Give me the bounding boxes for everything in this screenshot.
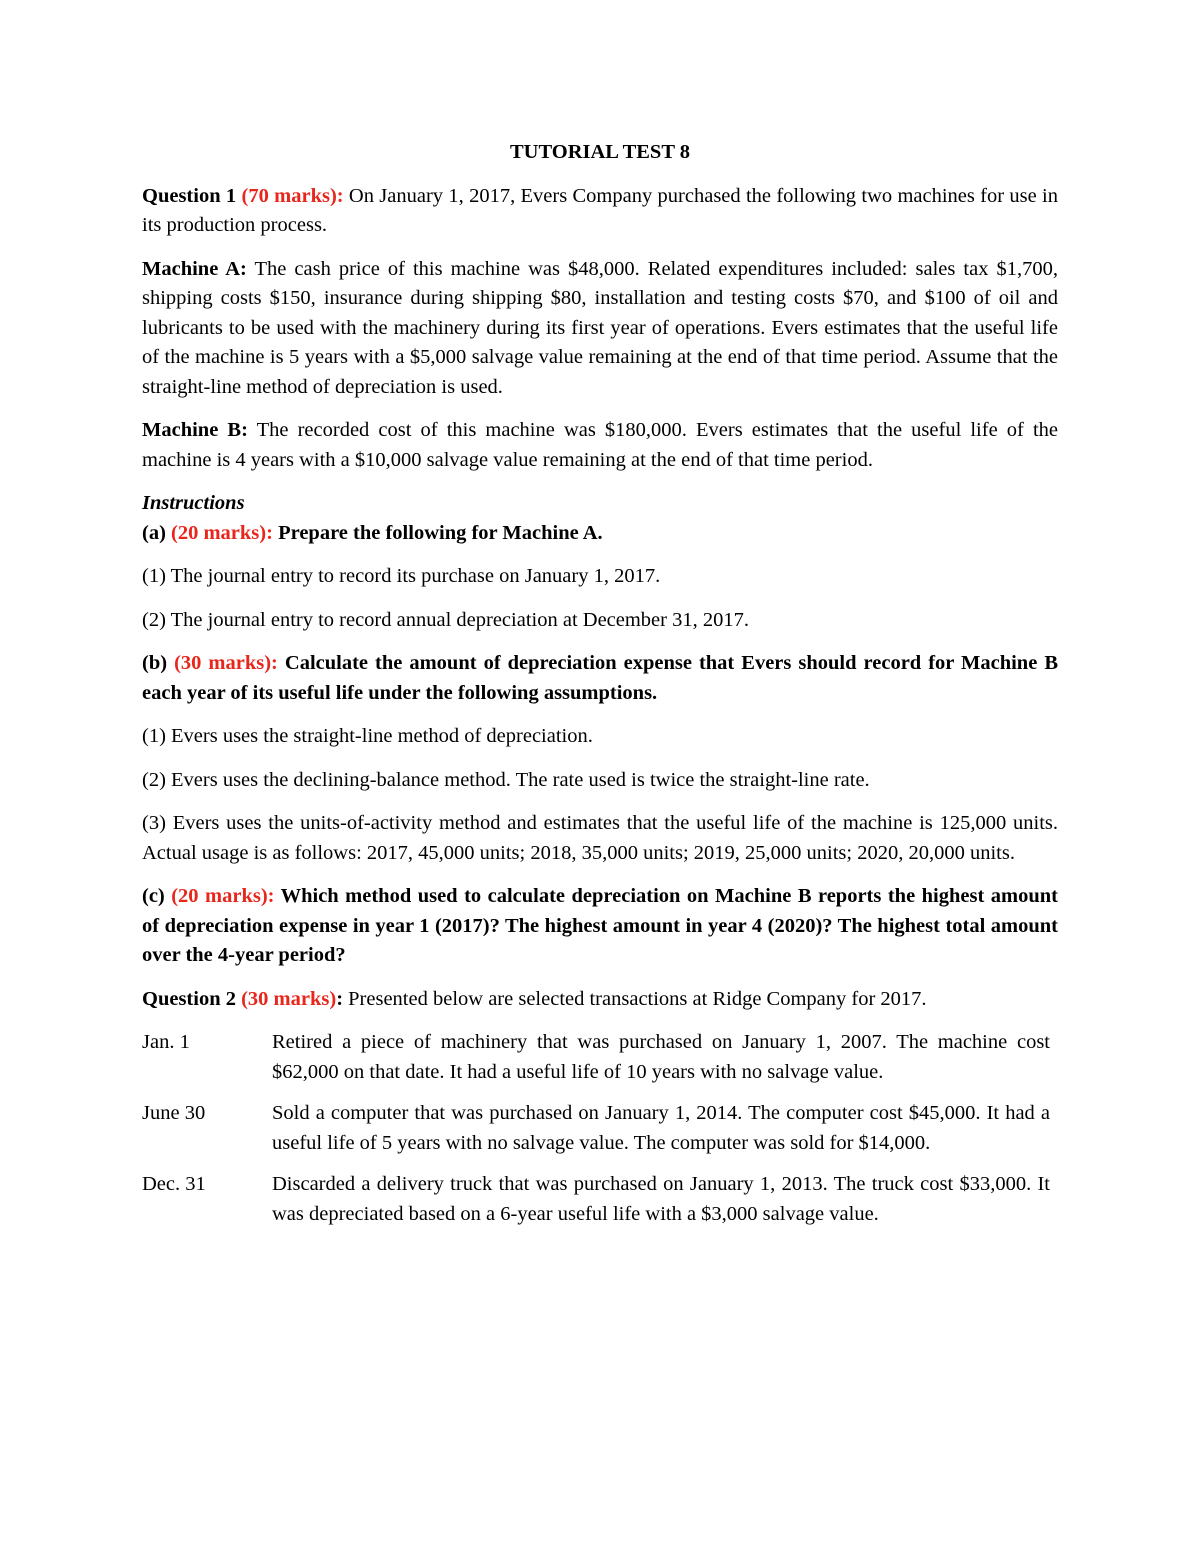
machine-a-label: Machine A: — [142, 257, 247, 280]
transaction-date: Dec. 31 — [142, 1173, 206, 1195]
part-a-text: Prepare the following for Machine A. — [272, 521, 603, 544]
transaction-date: Jan. 1 — [142, 1031, 190, 1053]
part-b-heading — [142, 649, 1058, 708]
document-page — [142, 138, 1058, 1241]
question-2-label: Question 2 — [142, 987, 236, 1010]
transaction-row — [142, 1028, 1058, 1087]
transaction-date: June 30 — [142, 1102, 206, 1124]
document-title: TUTORIAL TEST 8 — [509, 141, 691, 163]
transaction-row — [142, 1099, 1058, 1158]
question-1-intro — [142, 182, 1058, 241]
part-a-item: (2) The journal entry to record annual depreciation at December 31, 2017. — [142, 608, 749, 631]
part-b-text: Calculate the amount of depreciation expense that Evers should record for Machine B each year of its useful life under the following assumptions. — [142, 652, 1058, 704]
part-b-label: (b) — [142, 652, 175, 674]
machine-b-paragraph — [142, 416, 1058, 475]
instructions-heading: Instructions — [142, 492, 245, 514]
part-a-marks: (20 marks): — [171, 521, 273, 544]
part-c-marks: (20 marks): — [171, 885, 275, 907]
question-2-text: Presented below are selected transactions at Ridge Company for 2017. — [343, 987, 927, 1010]
question-1-marks: (70 marks): — [241, 184, 344, 207]
machine-b-text: The recorded cost of this machine was $180,000. Evers estimates that the useful life of the machine is 4 years with a $10,000 salvage value remaining at the end of that time period. — [142, 419, 1058, 471]
machine-a-text: The cash price of this machine was $48,000. Related expenditures included: sales tax $1,700, shipping costs $150, insurance during shipping $80, installation and testing costs $70, and $100 of oil and lubricants to be used with the machinery during its first year of operations. Evers estimates that the useful life of the machine is 5 years with a $5,000 salvage value remaining at the end of that time period. Assume that the straight-line method of depreciation is used. — [142, 257, 1058, 398]
part-c-text: Which method used to calculate depreciation on Machine B reports the highest amount of depreciation expense in year 1 (2017)? The highest amount in year 4 (2020)? The highest total amount over the 4-year period? — [142, 885, 1058, 966]
part-b-marks: (30 marks): — [174, 652, 278, 674]
question-1-text: On January 1, 2017, Evers Company purchased the following two machines for use in its production process. — [142, 184, 1058, 236]
part-b-item: (1) Evers uses the straight-line method of depreciation. — [142, 725, 593, 747]
transaction-row — [142, 1170, 1058, 1229]
part-b-item: (2) Evers uses the declining-balance method. The rate used is twice the straight-line rate. — [142, 768, 870, 791]
part-a-item: (1) The journal entry to record its purchase on January 1, 2017. — [142, 565, 661, 587]
question-2-marks: (30 marks) — [241, 987, 337, 1010]
machine-b-label: Machine B: — [142, 419, 248, 441]
part-a-heading — [142, 519, 1058, 549]
transaction-description: Discarded a delivery truck that was purchased on January 1, 2013. The truck cost $33,000. It was depreciated based on a 6-year useful life with a $3,000 salvage value. — [272, 1173, 1050, 1225]
question-1-label: Question 1 — [142, 184, 237, 207]
question-2-colon: : — [336, 987, 344, 1010]
part-c-label: (c) — [142, 885, 172, 907]
part-b-item: (3) Evers uses the units-of-activity method and estimates that the useful life of the machine is 125,000 units. Actual usage is as follows: 2017, 45,000 units; 2018, 35,000 units; 2019, 25,000 units; 2020, 20,000 units. — [142, 812, 1058, 864]
question-2-intro — [142, 985, 1058, 1015]
part-a-label: (a) — [142, 521, 172, 544]
machine-a-paragraph — [142, 255, 1058, 403]
transaction-description: Sold a computer that was purchased on January 1, 2014. The computer cost $45,000. It had a useful life of 5 years with no salvage value. The computer was sold for $14,000. — [272, 1102, 1050, 1154]
part-c-heading — [142, 882, 1058, 971]
transaction-list — [142, 1028, 1058, 1229]
transaction-description: Retired a piece of machinery that was purchased on January 1, 2007. The machine cost $62,000 on that date. It had a useful life of 10 years with no salvage value. — [272, 1031, 1050, 1083]
